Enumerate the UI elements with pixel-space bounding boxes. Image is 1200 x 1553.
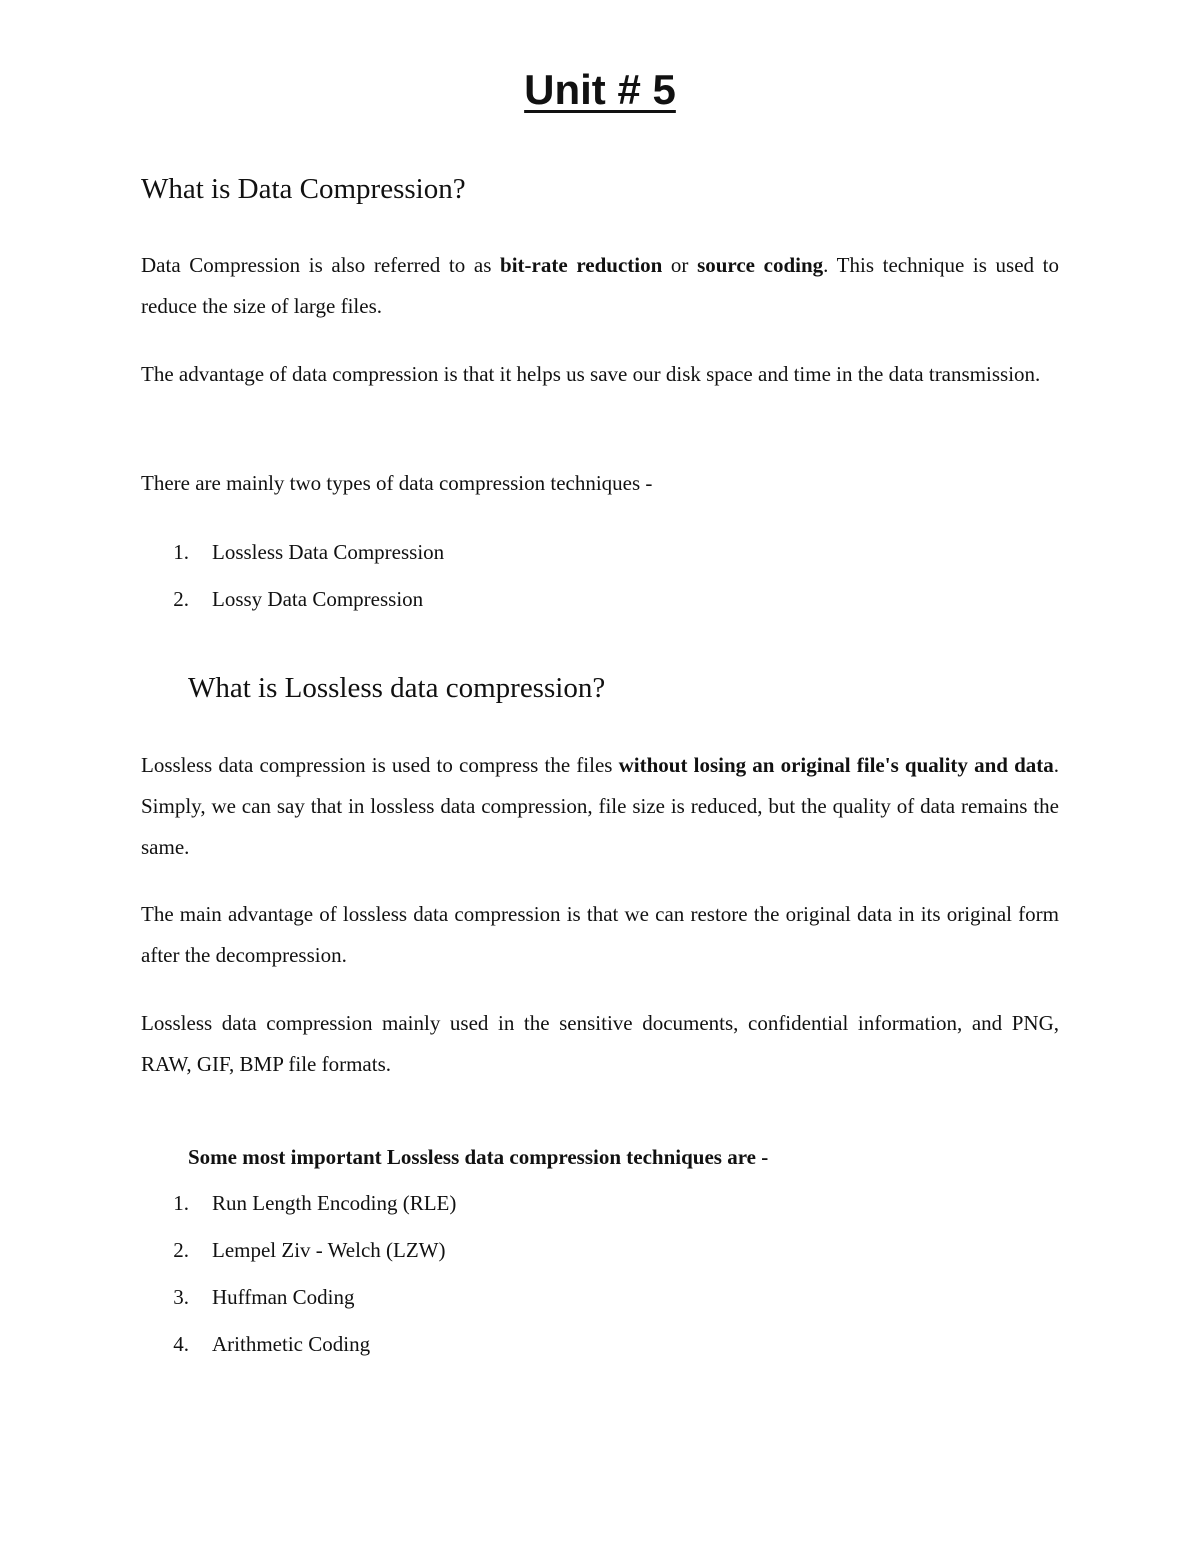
paragraph-definition <box>141 245 1059 327</box>
paragraph-advantage: The advantage of data compression is that it helps us save our disk space and time in the data transmission. <box>141 362 1041 386</box>
bold-term-source-coding: source coding <box>697 253 824 277</box>
list-item <box>141 1188 457 1235</box>
text-run: . This technique is used to reduce the size of large files. <box>141 253 1060 318</box>
list-item <box>141 1282 355 1329</box>
paragraph-lossless-definition <box>141 745 1059 868</box>
list-number: 1. <box>173 540 189 564</box>
list-number: 4. <box>173 1332 189 1356</box>
paragraph-lossless-advantage: The main advantage of lossless data compression is that we can restore the original data in its original form after the decompression. <box>141 902 1059 967</box>
techniques-heading: Some most important Lossless data compression techniques are - <box>188 1145 769 1169</box>
list-item <box>141 584 424 631</box>
list-item-label: Arithmetic Coding <box>212 1332 371 1356</box>
list-item <box>141 1235 446 1282</box>
page-title-text: Unit # 5 <box>524 66 676 113</box>
text-run: Data Compression is also referred to as <box>141 253 501 277</box>
section-heading-lossless: What is Lossless data compression? <box>188 672 606 704</box>
paragraph-types-intro: There are mainly two types of data compression techniques - <box>141 471 653 495</box>
bold-phrase-quality: without losing an original file's quality and data <box>618 753 1054 777</box>
list-item-label: Run Length Encoding (RLE) <box>212 1191 457 1215</box>
list-item <box>141 1329 371 1376</box>
compression-types-list <box>141 537 445 631</box>
text-run: or <box>662 253 698 277</box>
list-item-label: Lossless Data Compression <box>212 540 445 564</box>
list-item <box>141 537 445 584</box>
bold-term-bit-rate-reduction: bit-rate reduction <box>500 253 663 277</box>
list-number: 3. <box>173 1285 189 1309</box>
list-number: 1. <box>173 1191 189 1215</box>
list-number: 2. <box>173 587 189 611</box>
page-title <box>0 62 1200 118</box>
text-run: Lossless data compression is used to compress the files <box>141 753 619 777</box>
list-number: 2. <box>173 1238 189 1262</box>
list-item-label: Huffman Coding <box>212 1285 355 1309</box>
text-run: . Simply, we can say that in lossless data compression, file size is reduced, but the quality of data remains the same. <box>141 753 1059 859</box>
section-heading-data-compression: What is Data Compression? <box>141 173 466 205</box>
techniques-list <box>141 1188 457 1376</box>
list-item-label: Lossy Data Compression <box>212 587 424 611</box>
paragraph-lossless-usage: Lossless data compression mainly used in the sensitive documents, confidential information, and PNG, RAW, GIF, BMP file formats. <box>141 1011 1059 1076</box>
list-item-label: Lempel Ziv - Welch (LZW) <box>212 1238 446 1262</box>
